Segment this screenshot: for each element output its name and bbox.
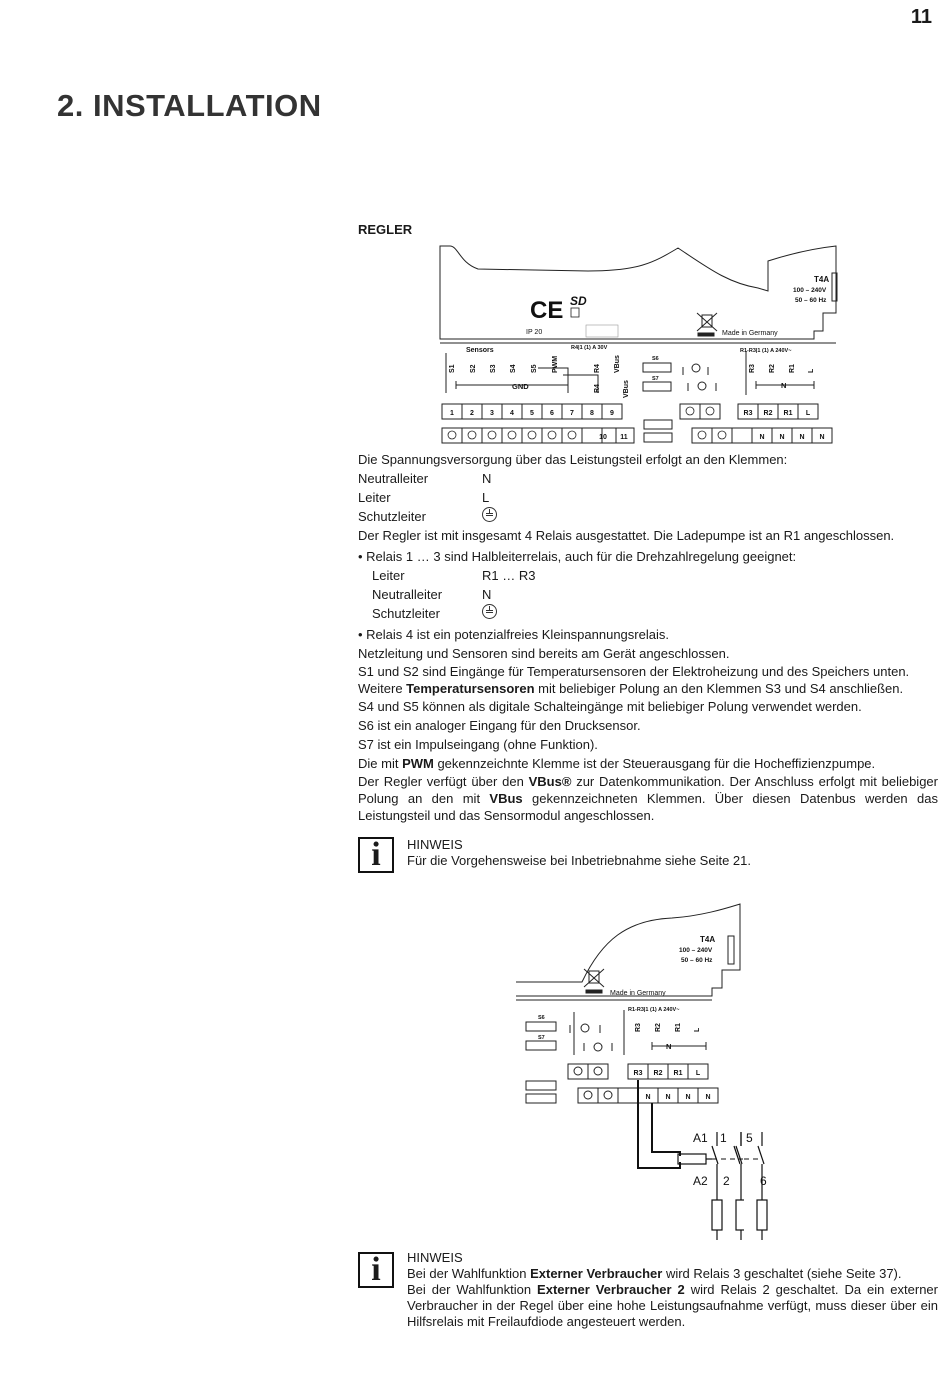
fuse-label-2-1: T4A [700, 935, 716, 944]
term-6: 6 [550, 410, 554, 417]
contactor-top-5: 5 [746, 1131, 753, 1145]
term-r3: R3 [743, 410, 753, 417]
term-n-2-1: N [645, 1094, 651, 1101]
supply-key: Schutzleiter [358, 509, 426, 524]
term-n-2: N [779, 434, 785, 441]
made-in-label: Made in Germany [722, 330, 778, 337]
label-vbus-b: VBus [623, 380, 630, 398]
label-r1-2: R1 [675, 1023, 682, 1032]
bullet-1-text: Relais 1 … 3 sind Halbleiterrelais, auch für die Drehzahlregelung geeignet: [366, 549, 797, 564]
para-6: S7 ist ein Impulseingang (ohne Funktion). [358, 737, 598, 752]
term-n-2-4: N [705, 1094, 711, 1101]
term-l: L [805, 410, 811, 417]
term-n-2-3: N [685, 1094, 691, 1101]
term-r2: R2 [763, 410, 773, 417]
term-8: 8 [590, 410, 594, 417]
supply-key: Neutralleiter [358, 471, 429, 486]
supply-row-pe [358, 507, 938, 526]
ip-rating: IP 20 [526, 329, 543, 336]
para-7-b: PWM [402, 756, 434, 771]
term-10: 10 [599, 434, 607, 441]
contactor-top-1: 1 [720, 1131, 727, 1145]
note-2-title: HINWEIS [407, 1250, 463, 1265]
fuse-label-2-2: 100 – 240V [679, 947, 713, 954]
label-s5: S5 [531, 364, 538, 373]
para-3-b: Temperatursensoren [406, 681, 535, 696]
relay-key: Schutzleiter [372, 606, 440, 621]
relay-key: Neutralleiter [372, 587, 443, 602]
page-number: 11 [910, 6, 932, 28]
relay-val: N [482, 587, 492, 602]
relay-row-l [358, 566, 938, 585]
term-5: 5 [530, 410, 534, 417]
para-8-b: VBus® [528, 774, 572, 789]
relay-key: Leiter [372, 568, 405, 583]
relay-row-pe [358, 604, 938, 623]
term-7: 7 [570, 410, 574, 417]
contactor-bottom-6: 6 [760, 1174, 767, 1188]
note-2-l1b: Externer Verbraucher [530, 1266, 663, 1281]
term-n-1: N [759, 434, 765, 441]
s7-label-2: S7 [538, 1035, 545, 1041]
term-r1: R1 [783, 410, 793, 417]
term-4: 4 [510, 410, 514, 417]
para-7-c: gekennzeichnte Klemme ist der Steuerausgang für die Hocheffizienzpumpe. [433, 756, 876, 771]
s6-label-2: S6 [538, 1015, 545, 1021]
label-r1: R1 [789, 364, 796, 373]
ce-mark: CE [530, 297, 564, 324]
relays-sentence: Der Regler ist mit insgesamt 4 Relais ausgestattet. Die Ladepumpe ist an R1 angeschlossen. [358, 528, 895, 543]
fuse-label-1: T4A [814, 275, 830, 284]
supply-key: Leiter [358, 490, 391, 505]
note-1-text: Für die Vorgehensweise bei Inbetriebnahme siehe Seite 21. [407, 853, 751, 868]
label-s4: S4 [510, 364, 517, 373]
term-r1-2: R1 [673, 1070, 683, 1077]
intro-text: Die Spannungsversorgung über das Leistungsteil erfolgt an den Klemmen: [358, 452, 788, 467]
note-2-l1c: wird Relais 3 geschaltet (siehe Seite 37). [662, 1266, 902, 1281]
term-n-4: N [819, 434, 825, 441]
fuse-label-3: 50 – 60 Hz [795, 297, 827, 304]
info-icon: i [358, 1252, 394, 1288]
para-8 [358, 773, 938, 824]
label-r3-2: R3 [635, 1023, 642, 1032]
n-label: N [781, 381, 787, 390]
term-11: 11 [620, 434, 628, 441]
label-r4-b: R4 [594, 384, 601, 393]
label-r3: R3 [749, 364, 756, 373]
label-r4: R4 [594, 364, 601, 373]
para-3 [358, 680, 938, 697]
ground-icon [482, 507, 497, 522]
note-1 [358, 837, 751, 873]
sd-label: SD [570, 294, 587, 308]
label-pwm: PWM [552, 355, 559, 373]
fuse-label-2: 100 – 240V [793, 287, 827, 294]
para-5: S6 ist ein analoger Eingang für den Drucksensor. [358, 718, 641, 733]
para-1: Netzleitung und Sensoren sind bereits am Gerät angeschlossen. [358, 646, 730, 661]
term-2: 2 [470, 410, 474, 417]
supply-val: N [482, 471, 492, 486]
label-vbus: VBus [614, 355, 621, 373]
section-title: REGLER [358, 222, 413, 237]
made-in-label-2: Made in Germany [610, 990, 666, 997]
gnd-label: GND [512, 382, 529, 391]
term-3: 3 [490, 410, 494, 417]
note-1-title: HINWEIS [407, 837, 463, 852]
term-n-3: N [799, 434, 805, 441]
supply-row-l [358, 488, 938, 507]
weee-bin-icon [697, 313, 717, 336]
para-8-a: Der Regler verfügt über den [358, 774, 529, 789]
para-2: S1 und S2 sind Eingänge für Temperatursensoren der Elektroheizung und des Speichers unten. [358, 664, 910, 679]
bullet-2-text: Relais 4 ist ein potenzialfreies Kleinspannungsrelais. [366, 627, 669, 642]
para-8-e: gekennzeichneten Klemmen. Über diesen Datenbus werden das Leistungsteil und das Sensormodul angeschlossen. [358, 791, 938, 823]
r4-rating: R4|1 (1) A 30V [571, 345, 608, 351]
label-l: L [808, 368, 815, 373]
term-r2-2: R2 [653, 1070, 663, 1077]
supply-row-n [358, 469, 938, 488]
n-label-2: N [666, 1042, 672, 1051]
note-2-l1a: Bei der Wahlfunktion [407, 1266, 531, 1281]
note-2-l2a: Bei der Wahlfunktion [407, 1282, 538, 1297]
note-2-line-1 [407, 1266, 938, 1282]
para-7 [358, 754, 938, 773]
sensors-label: Sensors [466, 347, 494, 354]
bullet-1: • Relais 1 … 3 sind Halbleiterrelais, auch für die Drehzahlregelung geeignet: [358, 549, 797, 564]
term-9: 9 [610, 410, 614, 417]
contactor-a1: A1 [693, 1131, 708, 1145]
supply-val: L [482, 490, 490, 505]
term-l-2: L [695, 1070, 701, 1077]
label-l-2: L [694, 1027, 701, 1032]
body-text [358, 450, 938, 824]
chapter-title: 2. INSTALLATION [57, 88, 322, 123]
bullet-2: • Relais 4 ist ein potenzialfreies Kleinspannungsrelais. [358, 627, 669, 642]
term-r3-2: R3 [633, 1070, 643, 1077]
contactor-bottom-2: 2 [723, 1174, 730, 1188]
note-2-l2b: Externer Verbraucher 2 [537, 1282, 685, 1297]
s6-label: S6 [652, 356, 659, 362]
note-2-l2c: wird Relais 2 geschaltet. Da ein externer Verbraucher in der Regel über eine hohe Leistungsaufnahme verfügt, muss dieser über ein Hilfsrelais mit Freilaufdiode angesteuert werden. [407, 1282, 938, 1329]
label-s1: S1 [449, 364, 456, 373]
para-7-a: Die mit [358, 756, 403, 771]
relay-row-n [358, 585, 938, 604]
external-consumer-diagram [512, 900, 744, 1240]
contactor-third-pole [744, 1125, 774, 1240]
term-n-2-2: N [665, 1094, 671, 1101]
r13-rating-2: R1-R3|1 (1) A 240V~ [628, 1007, 680, 1013]
contactor-a2: A2 [693, 1174, 708, 1188]
note-2-line-2 [407, 1282, 938, 1330]
fuse-label-2-3: 50 – 60 Hz [681, 957, 713, 964]
s7-label: S7 [652, 376, 659, 382]
r13-rating: R1-R3|1 (1) A 240V~ [740, 348, 792, 354]
label-r2: R2 [769, 364, 776, 373]
controller-terminal-diagram [438, 243, 840, 448]
para-3-a: Weitere [358, 681, 407, 696]
term-1: 1 [450, 410, 454, 417]
label-s3: S3 [490, 364, 497, 373]
para-4: S4 und S5 können als digitale Schalteingänge mit beliebiger Polung verwendet werden. [358, 699, 862, 714]
label-s2: S2 [470, 364, 477, 373]
info-icon: i [358, 837, 394, 873]
para-8-c: zur Datenkommunikation. Der Anschluss erfolgt mit beliebiger Polung an den mit [358, 774, 938, 806]
para-3-c: mit beliebiger Polung an den Klemmen S3 und S4 anschließen. [534, 681, 904, 696]
note-2 [358, 1250, 938, 1330]
relay-val: R1 … R3 [482, 568, 536, 583]
para-8-d: VBus [489, 791, 523, 806]
label-r2-2: R2 [655, 1023, 662, 1032]
ground-icon [482, 604, 497, 619]
